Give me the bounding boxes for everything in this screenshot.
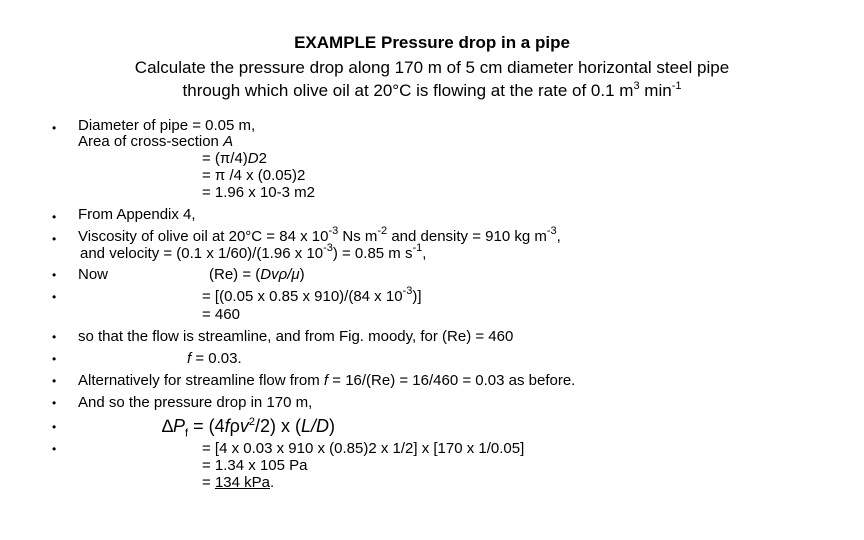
bullet-2: • [52, 210, 57, 224]
area-eq-2: = π /4 x (0.05)2 [202, 167, 306, 184]
reynolds-eq-1: = [(0.05 x 0.85 x 910)/(84 x $10^{-3}$)] [202, 285, 422, 305]
bullet-3: • [52, 232, 57, 246]
calc-line-2: = 1.34 x 105 Pa [202, 457, 308, 474]
pressure-drop-line: And so the pressure drop in 170 m, [78, 394, 313, 411]
velocity-line: and velocity = (0.1 x 1/60)/(1.96 x $10^{-3}) = 0.85$ m $s^{-1}$, [80, 242, 427, 262]
alternative-line: Alternatively for streamline flow from f = 16/(Re) = 16/460 = 0.03 as before. [78, 372, 576, 389]
page-title: EXAMPLE Pressure drop in a pipe [294, 33, 570, 52]
bullet-7: • [52, 352, 57, 366]
bullet-8: • [52, 374, 57, 388]
problem-statement-line-1: Calculate the pressure drop along 170 m of 5 cm diameter horizontal steel pipe [134, 58, 730, 77]
area-label-line: Area of cross-section A [78, 133, 234, 150]
problem-statement-line-2: through which olive oil at 20°C is flowing at the rate of 0.1 $m^3$ $\min^{-1}$ [182, 80, 682, 100]
diameter-line: Diameter of pipe = 0.05 m, [78, 117, 256, 134]
bullet-6: • [52, 330, 57, 344]
bullet-5: • [52, 290, 57, 304]
pressure-drop-formula: $\Delta P_f = (4f\rho v^2/2)$ x (L/D) [162, 416, 336, 440]
bullet-9: • [52, 396, 57, 410]
friction-factor-line: f = 0.03. [187, 350, 242, 367]
bullet-1: • [52, 121, 57, 135]
bullet-10: • [52, 420, 57, 434]
reynolds-eq-2: = 460 [202, 306, 240, 323]
calc-line-3: = 134 kPa. [202, 474, 275, 491]
area-eq-1: = (π/4)D2 [202, 150, 267, 167]
calc-line-1: = [4 x 0.03 x 910 x (0.85)2 x 1/2] x [170 x 1/0.05] [202, 440, 525, 457]
appendix-line: From Appendix 4, [78, 206, 196, 223]
area-eq-3: = 1.96 x 10-3 m2 [202, 184, 315, 201]
bullet-11: • [52, 442, 57, 456]
bullet-4: • [52, 268, 57, 282]
viscosity-line: Viscosity of olive oil at 20°C = 84 x $10^{-3}$ Ns $m^{-2}$ and density = 910 kg $m^{-3}$, [78, 225, 561, 245]
reynolds-definition: (Re) = (Dvρ/μ) [209, 266, 305, 283]
final-answer: 134 kPa [214, 474, 270, 491]
now-label: Now [78, 266, 109, 283]
streamline-line: so that the flow is streamline, and from Fig. moody, for (Re) = 460 [78, 328, 514, 345]
